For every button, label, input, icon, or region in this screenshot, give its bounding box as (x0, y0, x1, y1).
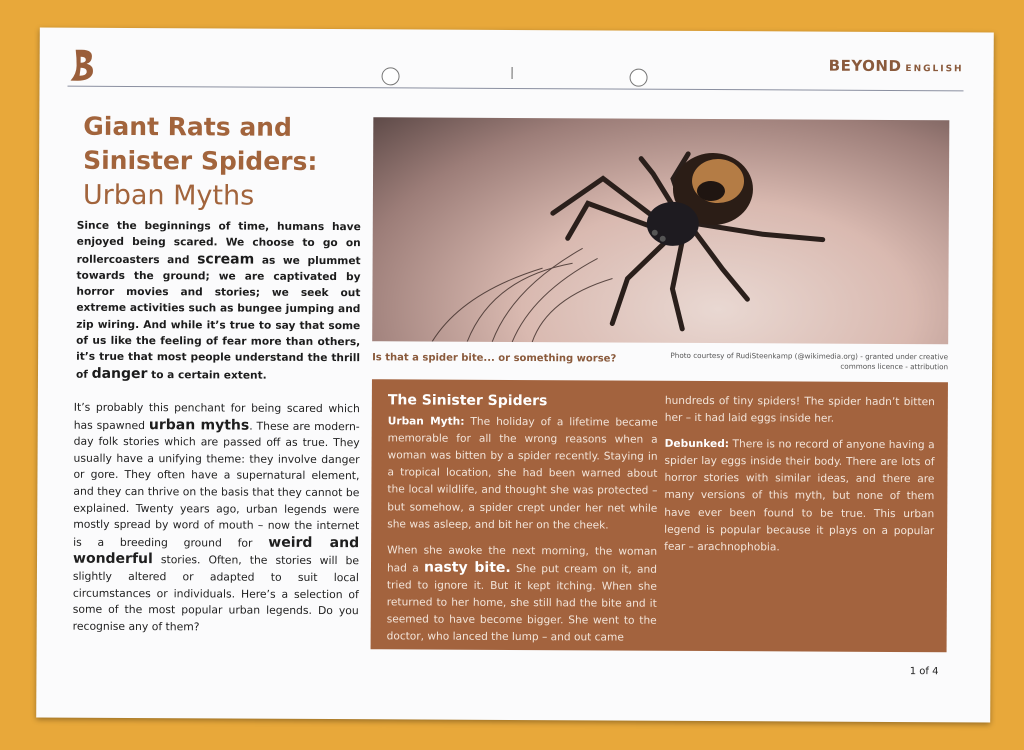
punch-hole (382, 67, 400, 85)
spider-photo (372, 117, 949, 344)
emphasis-scream: scream (197, 250, 255, 268)
brand-wordmark (829, 56, 964, 76)
page-number: 1 of 4 (909, 666, 939, 678)
brand-name: BEYOND (828, 56, 902, 76)
story-paragraph: When she awoke the next morning, the woman had a nasty bite. She put cream on it, and tried to ignore it. But it kept itching. When she returned to her home, she still had the bite and it seemed to have become bigger. She went to the doctor, who lanced the lump – and out came (386, 544, 658, 644)
header-divider (68, 86, 964, 92)
sinister-spiders-panel (371, 379, 948, 652)
photo-credit: Photo courtesy of RudiSteenkamp (@wikimedia.org) - granted under creative commons licence - attribution (670, 350, 949, 372)
debunked-label: Debunked: (664, 437, 730, 451)
panel-heading: The Sinister Spiders (387, 392, 548, 410)
emphasis-danger: danger (91, 365, 148, 382)
debunked-paragraph: Debunked: There is no record of anyone having a spider lay eggs inside their body. There are lots of horror stories with similar ideas, and there are many versions of this myth, but none of them have ever been found to be true. This urban legend is popular because it plays on a popular fear – arachnophobia. (664, 437, 935, 554)
urban-myth-label: Urban Myth: (387, 415, 465, 428)
page-subtitle: Urban Myths (82, 179, 255, 212)
panel-column-left (387, 392, 658, 656)
urban-myth-paragraph: Urban Myth: The holiday of a lifetime became memorable for all the wrong reasons when a woman was bitten by a spider recently. Staying in a tropical location, she had been warned about the local wildlife, and thought she was protected – but somehow, a spider crept under her net while she was asleep, and bit her on the cheek. (387, 415, 658, 532)
emphasis-weird-wonderful: weird and wonderful (72, 534, 360, 568)
spider-icon (372, 117, 949, 344)
panel-column-right (664, 393, 935, 566)
intro-paragraph: Since the beginnings of time, humans have enjoyed being scared. We choose to go on rollercoasters and scream as we plummet towards the ground; we are captivated by horror movies and stories; we seek out extreme activities such as bungee jumping and zip wiring. And while it’s true to say that some of us like the feeling of fear more than others, it’s true that most people understand the thrill of danger to a certain extent. (75, 219, 361, 382)
emphasis-nasty-bite: nasty bite. (423, 559, 511, 576)
worksheet-page (36, 28, 994, 723)
page-title: Giant Rats and Sinister Spiders: (83, 111, 318, 176)
beyond-logo-icon (68, 48, 98, 82)
punch-hole (630, 69, 648, 87)
emphasis-urban-myths: urban myths (148, 416, 250, 434)
body-paragraph: It’s probably this penchant for being scared which has spawned urban myths. These are modern-day folk stories which are passed off as true. They usually have a unifying theme: they involve danger or gore. They often have a supernatural element, and they can thrive on the basis that they cannot be explained. Twenty years ago, urban legends were mostly spread by word of mouth – now the internet is a breeding ground for weird and wonderful stories. Often, the stories will be slightly altered or adapted to suit local circumstances or individuals. Here’s a selection of some of the most popular urban legends. Do you recognise any of them? (72, 400, 360, 634)
brand-sub: ENGLISH (905, 64, 964, 75)
fold-mark (512, 67, 513, 79)
story-paragraph-continued: hundreds of tiny spiders! The spider hadn’t bitten her – it had laid eggs inside her. (664, 394, 935, 425)
photo-caption: Is that a spider bite... or something worse? (372, 352, 617, 365)
